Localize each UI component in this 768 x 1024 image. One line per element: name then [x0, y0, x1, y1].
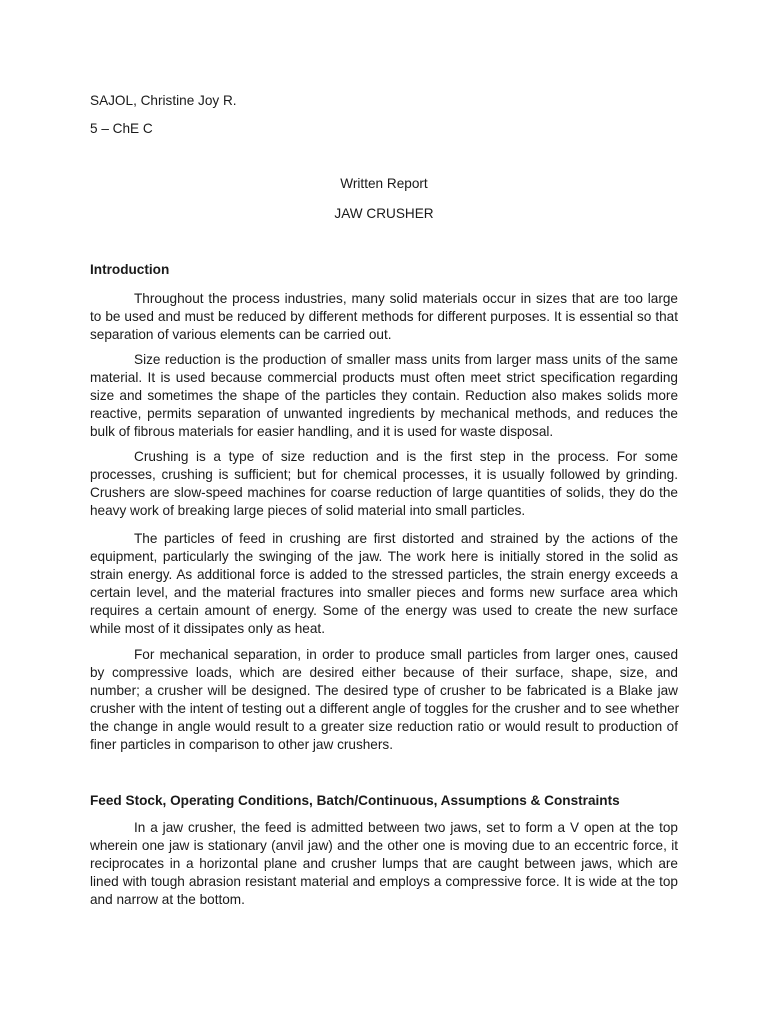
paragraph-line: to be used and must be reduced by different methods for different purposes. It is essential so that	[90, 309, 678, 324]
section-heading-introduction: Introduction	[90, 262, 170, 277]
paragraph-line: processes, crushing is sufficient; but for chemical processes, it is usually followed by grinding.	[90, 467, 678, 482]
paragraph-line: separation of various elements can be carried out.	[90, 327, 392, 342]
paragraph-line: requires a certain amount of energy. Some of the energy was used to create the new surface	[90, 603, 678, 618]
paragraph-line: while most of it dissipates only as heat.	[90, 621, 325, 636]
intro-paragraph-3	[90, 448, 678, 520]
paragraph-line: strain energy. As additional force is added to the stressed particles, the strain energy exceeds a	[90, 567, 678, 582]
report-type: Written Report	[340, 176, 428, 191]
intro-paragraph-5	[90, 646, 678, 754]
author-name: SAJOL, Christine Joy R.	[90, 93, 237, 108]
paragraph-line: The particles of feed in crushing are first distorted and strained by the actions of the	[134, 531, 678, 546]
author-section: 5 – ChE C	[90, 121, 153, 136]
paragraph-line: by compressive loads, which are desired either because of their surface, shape, size, and	[90, 665, 678, 680]
intro-paragraph-2	[90, 351, 678, 441]
feed-stock-paragraph-1	[90, 819, 678, 909]
intro-paragraph-4	[90, 530, 678, 638]
paragraph-line: lined with tough abrasion resistant material and employs a compressive force. It is wide at the top	[90, 874, 678, 889]
paragraph-line: the change in angle would result to a greater size reduction ratio or would result to production of	[90, 719, 678, 734]
paragraph-line: For mechanical separation, in order to produce small particles from larger ones, caused	[134, 647, 678, 662]
paragraph-line: Throughout the process industries, many solid materials occur in sizes that are too large	[134, 291, 678, 306]
paragraph-line: certain level, and the material fractures into smaller pieces and forms new surface area which	[90, 585, 678, 600]
paragraph-line: bulk of fibrous materials for easier handling, and it is used for waste disposal.	[90, 424, 554, 439]
section-heading-feed-stock: Feed Stock, Operating Conditions, Batch/Continuous, Assumptions & Constraints	[90, 793, 620, 808]
paragraph-line: equipment, particularly the swinging of the jaw. The work here is initially stored in the solid as	[90, 549, 678, 564]
paragraph-line: and narrow at the bottom.	[90, 892, 245, 907]
paragraph-line: number; a crusher will be designed. The desired type of crusher to be fabricated is a Blake jaw	[90, 683, 678, 698]
paragraph-line: wherein one jaw is stationary (anvil jaw) and the other one is moving due to an eccentric force, it	[90, 838, 678, 853]
paragraph-line: Size reduction is the production of smaller mass units from larger mass units of the same	[134, 352, 678, 367]
paragraph-line: finer particles in comparison to other jaw crushers.	[90, 737, 393, 752]
paragraph-line: reactive, permits separation of unwanted ingredients by mechanical methods, and reduces the	[90, 406, 678, 421]
paragraph-line: size and sometimes the shape of the particles they contain. Reduction also makes solids more	[90, 388, 678, 403]
paragraph-line: material. It is used because commercial products must often meet strict specification regarding	[90, 370, 678, 385]
paragraph-line: reciprocates in a horizontal plane and crusher lumps that are caught between jaws, which are	[90, 856, 678, 871]
report-title: JAW CRUSHER	[334, 206, 434, 221]
paragraph-line: Crushers are slow-speed machines for coarse reduction of large quantities of solids, they do the	[90, 485, 678, 500]
paragraph-line: Crushing is a type of size reduction and is the first step in the process. For some	[134, 449, 678, 464]
paragraph-line: crusher with the intent of testing out a different angle of toggles for the crusher and to see whether	[90, 701, 680, 716]
paragraph-line: In a jaw crusher, the feed is admitted between two jaws, set to form a V open at the top	[134, 820, 678, 835]
intro-paragraph-1	[90, 290, 678, 344]
paragraph-line: heavy work of breaking large pieces of solid material into small particles.	[90, 503, 526, 518]
